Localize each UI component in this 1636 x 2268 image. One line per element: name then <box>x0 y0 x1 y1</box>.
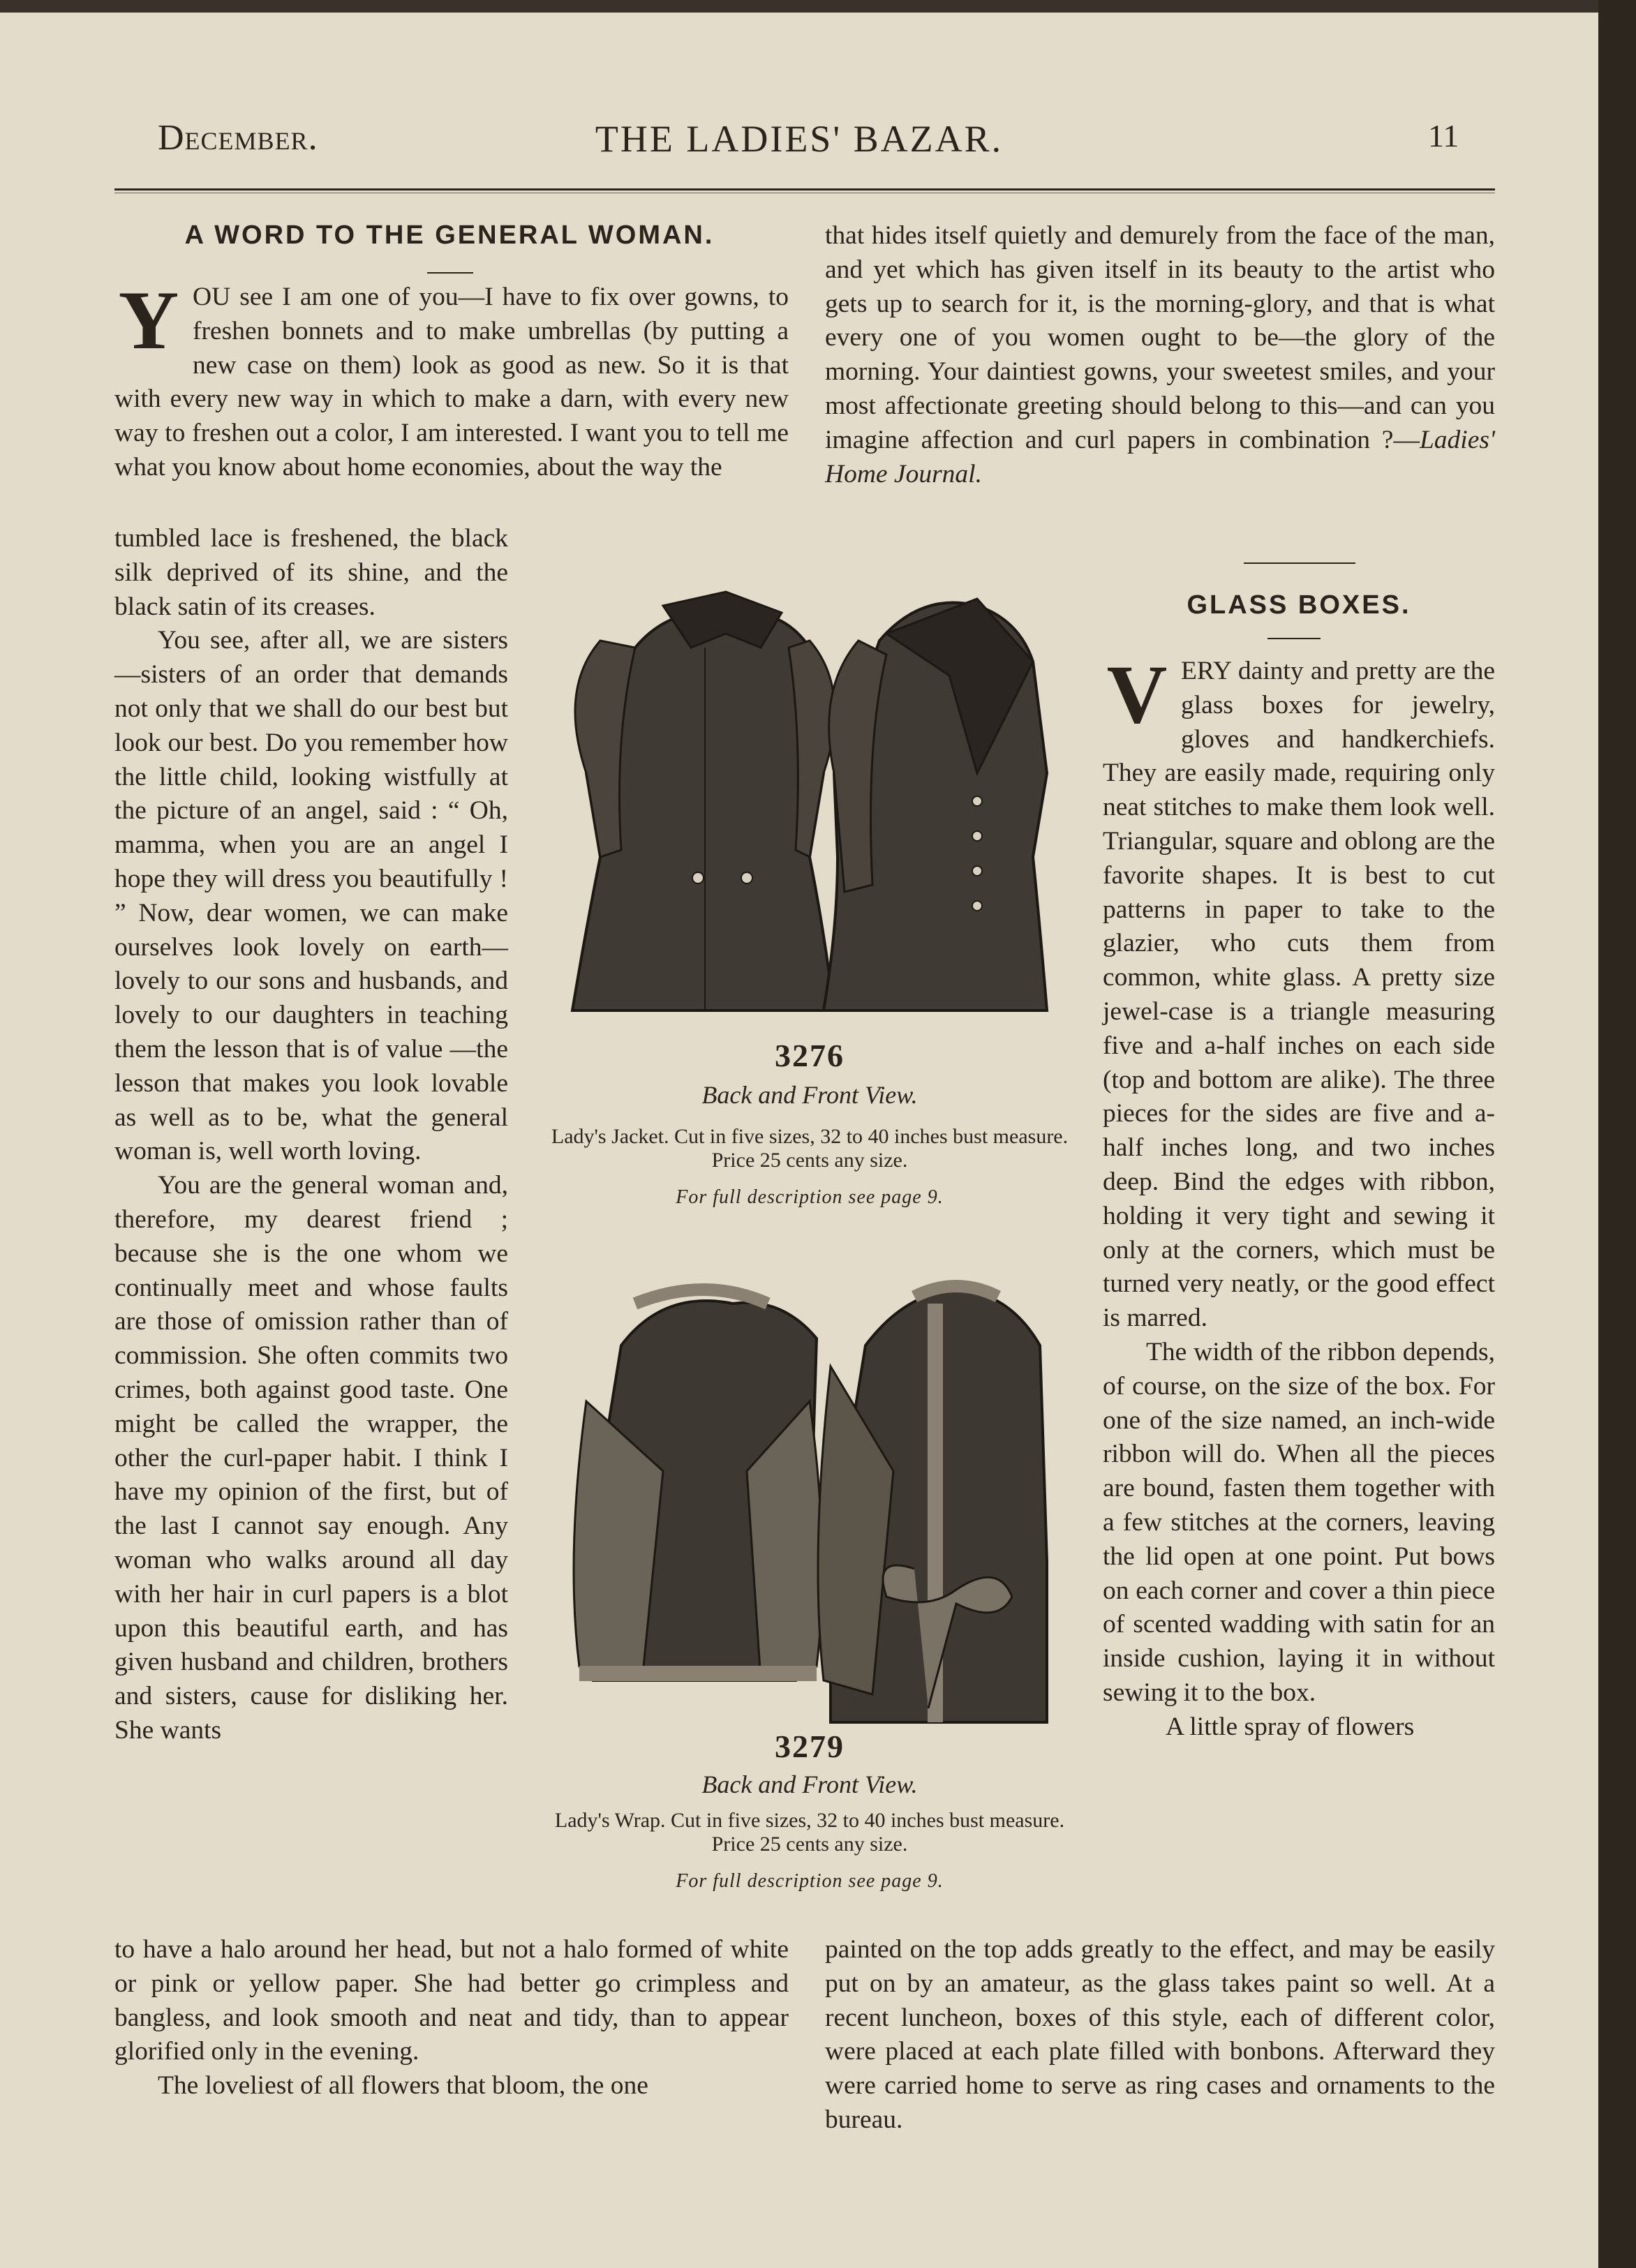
article1-paragraph-2: You see, after all, we are sisters—sisters of an order that demands not only that we shall do our best but look our best. Do you remember how the little child, looking wistfully at the picture of an angel, said : “ Oh, mamma, when you are an angel I hope they will dress you beautifully ! ” Now, dear women, we can make ourselves look lovely on earth—lovely to our sons and husbands, and lovely to our daughters in teaching them the lesson that is of value —the lesson that makes you look lovable as well as to be, what the general woman is, well worth loving. <box>114 626 508 1166</box>
jacket-illustration <box>558 564 1061 1031</box>
header-rule <box>114 188 1495 191</box>
wrap-illustration <box>565 1262 1061 1736</box>
article1-paragraph-3-end: to have a halo around her head, but not a halo formed of white or pink or yellow paper. She had better go crimpless and bangless, and look smooth and neat and tidy, than to appear glorified only in the evening. <box>114 1935 789 2066</box>
title-divider <box>427 272 473 274</box>
drop-cap-v: V <box>1106 648 1168 740</box>
top-band <box>0 0 1636 13</box>
article1-paragraph-3: You are the general woman and, therefore, my dearest friend ; because she is the one whom we continually meet and whose faults are those of omission rather than of commission. She often commits two crimes, both against good taste. One might be called the wrapper, the other the curl-paper habit. I think I have my opinion of the first, but of the last I cannot say enough. Any woman who walks around all day with her hair in curl papers is a blot upon this beautiful earth, and has given husband and children, brothers and sisters, cause for disliking her. She wants <box>114 1171 508 1745</box>
article-title-general-woman: A WORD TO THE GENERAL WOMAN. <box>184 221 715 250</box>
article1-wide-bottom <box>114 1933 789 2103</box>
article1-wide-top <box>114 274 789 485</box>
article2-wide-bottom <box>825 1933 1495 2138</box>
article1-paragraph-4-cont: that hides itself quietly and demurely from the face of the man, and yet which has given itself in its beauty to the artist who gets up to search for it, is the morning-glory, and that is what every one of you women ought to be—the glory of the morning. Your daintiest gowns, your sweetest smiles, and your most affectionate greeting should belong to this—and can you imagine affection and curl papers in combination ?— <box>825 221 1495 454</box>
article-title-glass-boxes: GLASS BOXES. <box>1187 590 1411 620</box>
drop-cap-y: Y <box>118 274 179 366</box>
figure2-caption: Lady's Wrap. Cut in five sizes, 32 to 40 inches bust measure. Price 25 cents any size. <box>554 1809 1065 1856</box>
article1-continuation <box>825 219 1495 491</box>
figure1-reference: For full description see page 9. <box>676 1186 944 1208</box>
header-month: December. <box>158 118 318 158</box>
article2-paragraph-2: The width of the ribbon depends, of course, on the size of the box. For one of the size named, an inch-wide ribbon will do. When all the pieces are bound, fasten them together with a few stitches at the corners, leaving the lid open at one point. Put bows on each corner and cover a thin piece of scented wadding with satin for an inside cushion, laying it in without sewing it to the box. <box>1103 1337 1495 1707</box>
figure1-caption: Lady's Jacket. Cut in five sizes, 32 to 40 inches bust measure. Price 25 cents any size. <box>551 1125 1069 1172</box>
figure2-view: Back and Front View. <box>701 1770 918 1798</box>
article2-column <box>1103 648 1495 1745</box>
article-divider <box>1244 562 1355 564</box>
article2-paragraph-3: A little spray of flowers <box>1166 1712 1415 1741</box>
page-edge <box>1598 0 1636 2268</box>
article1-paragraph-1-end: tumbled lace is freshened, the black silk deprived of its shine, and the black satin of its creases. <box>114 524 508 621</box>
figure1-view: Back and Front View. <box>701 1081 918 1109</box>
article1-paragraph-4: The loveliest of all flowers that bloom, the one <box>158 2071 648 2101</box>
article1-paragraph-1: OU see I am one of you—I have to fix over gowns, to freshen bonnets and to make umbrellas (by putting a new case on them) look as good as new. So it is that with every new way in which to make a darn, with every new way to freshen out a color, I am interested. I want you to tell me what you know about home economies, about the way the <box>114 283 789 482</box>
publication-title: THE LADIES' BAZAR. <box>595 118 1004 160</box>
page-number: 11 <box>1428 118 1459 154</box>
jacket-front-view <box>824 599 1047 1010</box>
wrap-front-view <box>818 1286 1047 1722</box>
article1-source: Ladies' Home Journal. <box>825 425 1495 488</box>
magazine-page <box>0 13 1598 2268</box>
figure2-number: 3279 <box>775 1729 845 1764</box>
jacket-back-view <box>572 592 835 1010</box>
figure1-number: 3276 <box>775 1038 845 1073</box>
article2-paragraph-1: ERY dainty and pretty are the glass boxes for jewelry, gloves and handkerchiefs. They are easily made, requiring only neat stitches to make them look well. Triangular, square and oblong are the favorite shapes. It is best to cut patterns in paper to take to the glazier, who cuts them from common, white glass. A pretty size jewel-case is a triangle measuring five and a-half inches on each side (top and bottom are alike). The three pieces for the sides are five and a-half inches long, and two inches deep. Bind the edges with ribbon, holding it very tight and sewing it only at the corners, which must be turned very neatly, or the good effect is marred. <box>1103 657 1495 1333</box>
article2-paragraph-3-end: painted on the top adds greatly to the effect, and may be easily put on by an amateur, as the glass takes paint so well. At a recent luncheon, boxes of this style, each of different color, were placed at each plate filled with bonbons. Afterward they were carried home to serve as ring cases and ornaments to the bureau. <box>825 1935 1495 2134</box>
figure2-reference: For full description see page 9. <box>676 1870 944 1892</box>
title-divider-2 <box>1267 638 1321 639</box>
wrap-back-view <box>574 1290 822 1680</box>
article1-narrow-column <box>114 522 508 1748</box>
